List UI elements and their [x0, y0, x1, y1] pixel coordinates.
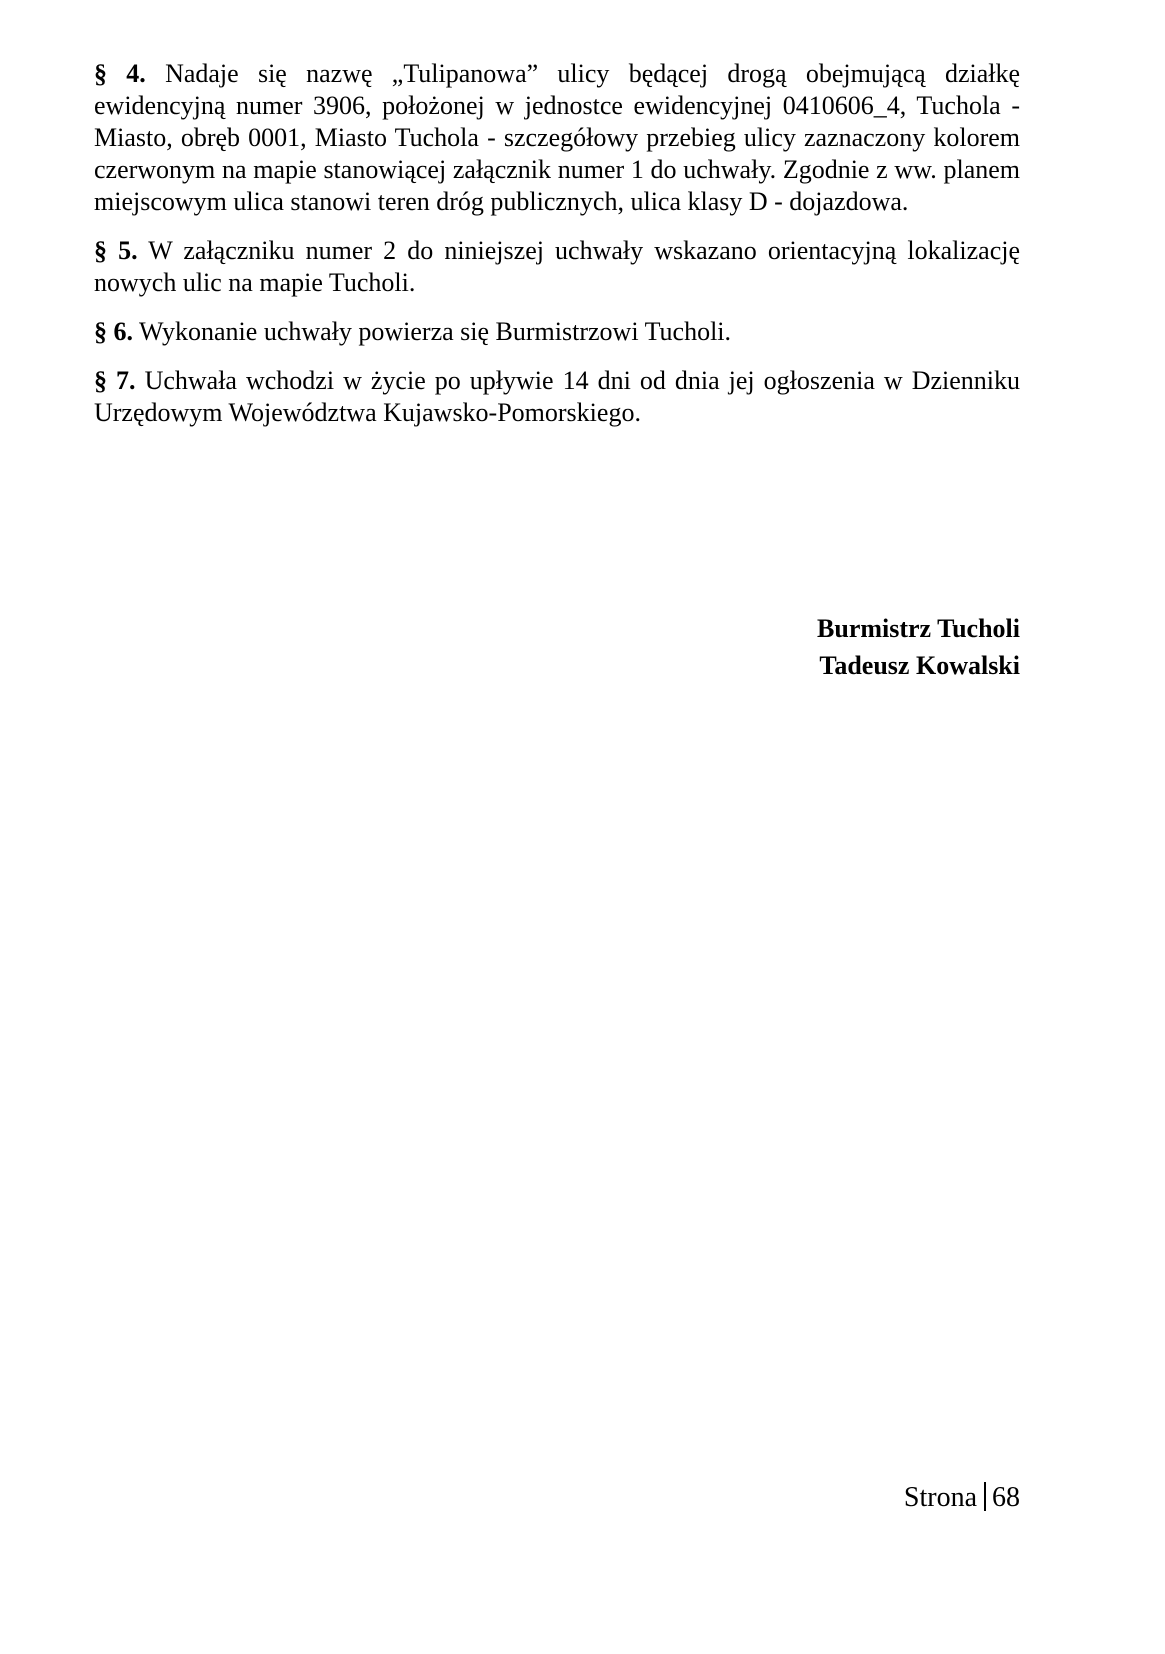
paragraph-5 [94, 235, 1020, 299]
resolution-body [94, 58, 1020, 446]
paragraph-4 [94, 58, 1020, 218]
paragraph-text: Wykonanie uchwały powierza się Burmistrzowi Tucholi. [139, 317, 732, 346]
page-number: 68 [992, 1482, 1020, 1513]
paragraph-text: W załączniku numer 2 do niniejszej uchwały wskazano orientacyjną lokalizację nowych ulic na mapie Tucholi. [94, 236, 1021, 297]
signature-title: Burmistrz Tucholi [817, 614, 1020, 643]
paragraph-number: § 7. [94, 366, 136, 395]
page-footer [904, 1480, 1020, 1516]
paragraph-number: § 4. [94, 59, 146, 88]
paragraph-7 [94, 365, 1020, 429]
signature-name: Tadeusz Kowalski [819, 651, 1020, 680]
paragraph-number: § 5. [94, 236, 138, 265]
footer-label: Strona [903, 1482, 977, 1513]
paragraph-6 [94, 316, 1020, 348]
footer-separator [984, 1482, 986, 1511]
paragraph-text: Uchwała wchodzi w życie po upływie 14 dni od dnia jej ogłoszenia w Dzienniku Urzędowym Województwa Kujawsko-Pomorskiego. [94, 366, 1021, 427]
paragraph-text: Nadaje się nazwę „Tulipanowa” ulicy będącej drogą obejmującą działkę ewidencyjną numer 3906, położonej w jednostce ewidencyjnej 0410606_4, Tuchola - Miasto, obręb 0001, Miasto Tuchola - szczegółowy przebieg ulicy zaznaczony kolorem czerwonym na mapie stanowiącej załącznik numer 1 do uchwały. Zgodnie z ww. planem miejscowym ulica stanowi teren dróg publicznych, ulica klasy D - dojazdowa. [94, 59, 1021, 216]
signature-block [817, 610, 1020, 684]
paragraph-number: § 6. [94, 317, 133, 346]
